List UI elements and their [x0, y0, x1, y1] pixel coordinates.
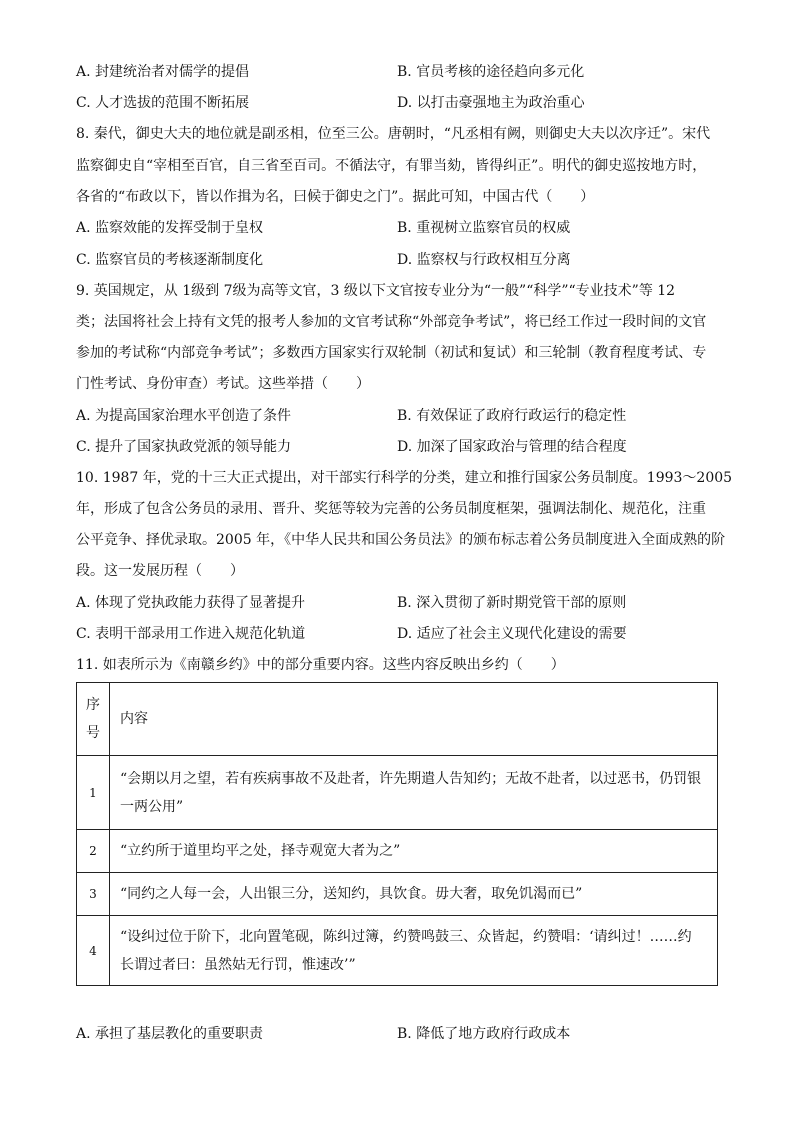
- q8-stem-line: 8. 秦代，御史大夫的地位就是副丞相，位至三公。唐朝时，“凡丞相有阙，则御史大夫以次序迁”。宋代: [76, 126, 711, 142]
- q8-option-b: B. 重视树立监察官员的权威: [397, 220, 571, 236]
- row-number: 2: [77, 830, 110, 873]
- header-content-label: 内容: [120, 711, 148, 727]
- row-content: [110, 756, 718, 830]
- q7-option-c: C. 人才选拔的范围不断拓展: [76, 95, 250, 111]
- table-row: [77, 873, 718, 916]
- row-content: [110, 916, 718, 986]
- q11-stem: 11. 如表所示为《南赣乡约》中的部分重要内容。这些内容反映出乡约（ ）: [76, 657, 565, 673]
- q8-option-d: D. 监察权与行政权相互分离: [397, 252, 571, 268]
- q8-option-c: C. 监察官员的考核逐渐制度化: [76, 252, 264, 268]
- header-number-char: 号: [86, 725, 100, 741]
- row-content-line: 一两公用”: [120, 798, 184, 815]
- q11-option-a: A. 承担了基层教化的重要职责: [76, 1026, 264, 1042]
- q11-table: [76, 682, 718, 986]
- q10-option-a: A. 体现了党执政能力获得了显著提升: [76, 595, 306, 611]
- q8-stem-line: 监察御史自“宰相至百官，自三省至百司。不循法守，有罪当劾，皆得纠正”。明代的御史巡按地方时，: [76, 158, 707, 174]
- table-row: [77, 756, 718, 830]
- q8-stem-line: 各省的“布政以下，皆以作揖为名，曰候于御史之门”。据此可知，中国古代（ ）: [76, 189, 595, 205]
- table-row: [77, 830, 718, 873]
- q10-option-d: D. 适应了社会主义现代化建设的需要: [397, 626, 627, 642]
- row-number: 1: [77, 756, 110, 830]
- q9-stem-line: 类；法国将社会上持有文凭的报考人参加的文官考试称“外部竞争考试”，将已经工作过一段时间的文官: [76, 314, 707, 330]
- q9-stem-line: 门性考试、身份审查）考试。这些举措（ ）: [76, 376, 370, 392]
- table-row: [77, 916, 718, 986]
- header-cell-number: [77, 683, 110, 756]
- q9-stem-line: 9. 英国规定，从 1级到 7级为高等文官，3 级以下文官按专业分为“一般”“科学”“专业技术”等 12: [76, 283, 676, 299]
- row-number: 3: [77, 873, 110, 916]
- q9-stem-line: 参加的考试称“内部竞争考试”；多数西方国家实行双轮制（初试和复试）和三轮制（教育程度考试、专: [76, 345, 707, 361]
- row-number: 4: [77, 916, 110, 986]
- table-header-row: [77, 683, 718, 756]
- q8-option-a: A. 监察效能的发挥受制于皇权: [76, 220, 264, 236]
- header-number-char: 序: [86, 697, 100, 713]
- q10-stem-line: 10. 1987 年，党的十三大正式提出，对干部实行科学的分类，建立和推行国家公务员制度。1993～2005: [76, 470, 733, 486]
- row-content-line: “设纠过位于阶下，北向置笔砚，陈纠过簿，约赞鸣鼓三、众皆起，约赞唱：‘请纠过！……约: [120, 928, 692, 945]
- row-content: [110, 830, 718, 873]
- q10-option-b: B. 深入贯彻了新时期党管干部的原则: [397, 595, 627, 611]
- row-content-line: “会期以月之望，若有疾病事故不及赴者，许先期遣人告知约；无故不赴者，以过恶书，仍罚银: [120, 770, 702, 787]
- row-content-line: “立约所于道里均平之处，择寺观宽大者为之”: [120, 843, 401, 859]
- q11-option-b: B. 降低了地方政府行政成本: [397, 1026, 571, 1042]
- q10-stem-line: 段。这一发展历程（ ）: [76, 563, 244, 579]
- q9-option-a: A. 为提高国家治理水平创造了条件: [76, 408, 292, 424]
- row-content-line: 长谓过者曰：虽然姑无行罚，惟速改’”: [120, 956, 356, 973]
- q9-option-c: C. 提升了国家执政党派的领导能力: [76, 439, 292, 455]
- header-cell-content: [110, 683, 718, 756]
- q7-option-b: B. 官员考核的途径趋向多元化: [397, 64, 585, 80]
- q10-option-c: C. 表明干部录用工作进入规范化轨道: [76, 626, 306, 642]
- q9-option-d: D. 加深了国家政治与管理的结合程度: [397, 439, 627, 455]
- q9-option-b: B. 有效保证了政府行政运行的稳定性: [397, 408, 627, 424]
- q10-stem-line: 公平竞争、择优录取。2005 年，《中华人民共和国公务员法》的颁布标志着公务员制度进入全面成熟的阶: [76, 532, 726, 548]
- row-content: [110, 873, 718, 916]
- q7-option-a: A. 封建统治者对儒学的提倡: [76, 64, 250, 80]
- q7-option-d: D. 以打击豪强地主为政治重心: [397, 95, 585, 111]
- q10-stem-line: 年，形成了包含公务员的录用、晋升、奖惩等较为完善的公务员制度框架，强调法制化、规范化，注重: [76, 501, 706, 517]
- row-content-line: “同约之人每一会，人出银三分，送知约，具饮食。毋大奢，取免饥渴而已”: [120, 886, 583, 902]
